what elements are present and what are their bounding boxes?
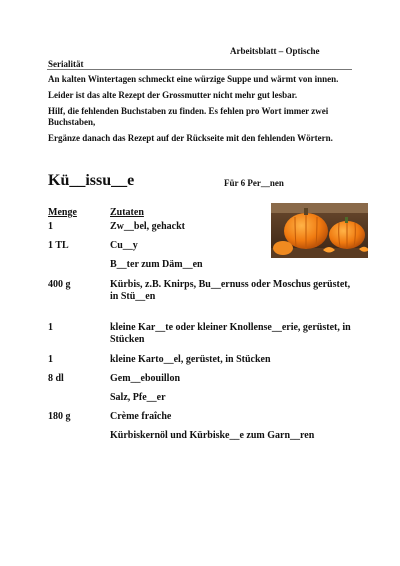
ingredient-cell: B__ter zum Däm__en — [110, 259, 203, 270]
ingredient-cell: Kürbiskernöl und Kürbiske__e zum Garn__ren — [110, 430, 315, 441]
recipe-title: Kü__issu__e — [48, 172, 135, 189]
quantity-cell: 180 g — [48, 411, 71, 422]
ingredient-cell: Kürbis, z.B. Knirps, Bu__ernuss oder Moschus gerüstet, in Stü__en — [110, 279, 351, 302]
instruction-paragraph: Leider ist das alte Rezept der Grossmutter nicht mehr gut lesbar. — [48, 90, 298, 100]
worksheet-subtitle: Serialität — [48, 59, 84, 69]
header-divider — [47, 69, 352, 70]
ingredient-cell: kleine Kar__te oder kleiner Knollense__erie, gerüstet, in Stücken — [110, 322, 351, 345]
servings: Für 6 Per__nen — [224, 178, 284, 188]
ingredient-cell: Crème fraîche — [110, 411, 172, 422]
ingredient-cell: Cu__y — [110, 240, 138, 251]
instruction-paragraph: Hilf, die fehlenden Buchstaben zu finden. Es fehlen pro Wort immer zwei Buchstaben, — [48, 106, 329, 127]
quantity-cell: 8 dl — [48, 373, 64, 384]
quantity-cell: 1 — [48, 221, 53, 232]
ingredient-cell: Salz, Pfe__er — [110, 392, 166, 403]
quantity-cell: 400 g — [48, 279, 71, 290]
quantity-cell: 1 — [48, 354, 53, 365]
column-header-zutaten: Zutaten — [110, 207, 144, 218]
ingredient-cell: Zw__bel, gehackt — [110, 221, 185, 232]
column-header-menge: Menge — [48, 207, 77, 218]
instruction-paragraph: An kalten Wintertagen schmeckt eine würzige Suppe und wärmt von innen. — [48, 74, 339, 84]
instruction-paragraph: Ergänze danach das Rezept auf der Rückseite mit den fehlenden Wörtern. — [48, 133, 333, 143]
quantity-cell: 1 — [48, 322, 53, 333]
quantity-cell: 1 TL — [48, 240, 69, 251]
ingredient-cell: kleine Karto__el, gerüstet, in Stücken — [110, 354, 271, 365]
instructions — [48, 74, 348, 149]
ingredient-cell: Gem__ebouillon — [110, 373, 181, 384]
worksheet-title: Arbeitsblatt – Optische — [230, 46, 320, 56]
